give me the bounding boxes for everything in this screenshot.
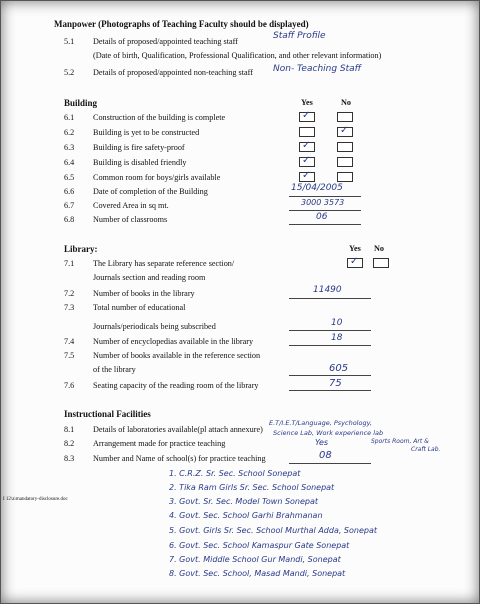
item-label: Arrangement made for practice teaching <box>93 439 226 448</box>
no-checkbox[interactable] <box>337 172 353 182</box>
item-number: 8.1 <box>64 425 75 434</box>
answer-underline <box>289 210 361 211</box>
yes-column-header: Yes <box>349 244 361 253</box>
handwritten-answer: 18 <box>331 333 343 343</box>
school-list-item: 4. Govt. Sec. School Garhi Brahmanan <box>169 511 323 520</box>
item-number: 7.5 <box>64 351 75 360</box>
item-label: Building is disabled friendly <box>93 158 187 167</box>
instructional-heading: Instructional Facilities <box>64 409 151 419</box>
no-checkbox[interactable] <box>373 258 389 268</box>
item-label: Number of encyclopedias available in the library <box>93 337 254 346</box>
item-label: Details of laboratories available(pl attach annexure) <box>93 425 263 434</box>
answer-underline <box>289 345 371 346</box>
item-number: 7.1 <box>64 259 75 268</box>
yes-checkbox[interactable] <box>299 142 315 152</box>
item-label: Total number of educational <box>93 303 186 312</box>
no-column-header: No <box>374 244 385 253</box>
footer-file-path: I 12\a\mandatory-disclosure.doc <box>3 497 68 502</box>
item-number: 5.2 <box>64 68 75 77</box>
item-number: 6.5 <box>64 173 75 182</box>
school-list-item: 5. Govt. Girls Sr. Sec. School Murthal Adda, Sonepat <box>169 526 378 535</box>
answer-underline <box>289 298 371 299</box>
item-number: 8.2 <box>64 439 75 448</box>
manpower-heading: Manpower (Photographs of Teaching Faculty should be displayed) <box>54 19 309 29</box>
item-label: Number and Name of school(s) for practice teaching <box>93 454 266 463</box>
yes-checkbox[interactable] <box>299 172 315 182</box>
school-list-item: 3. Govt. Sr. Sec. Model Town Sonepat <box>169 497 319 506</box>
library-heading: Library: <box>64 244 98 254</box>
item-sublabel: Journals section and reading room <box>93 273 206 282</box>
check-mark-icon: ✓ <box>302 170 311 181</box>
item-number: 7.2 <box>64 289 75 298</box>
check-mark-icon: ✓ <box>302 110 311 121</box>
item-number: 7.3 <box>64 303 75 312</box>
handwritten-answer: 11490 <box>313 285 342 295</box>
no-checkbox[interactable] <box>337 127 353 137</box>
handwritten-answer: 3000 3573 <box>301 198 345 207</box>
answer-underline <box>289 196 361 197</box>
item-sublabel: Journals/periodicals being subscribed <box>93 322 216 331</box>
answer-underline <box>289 375 371 376</box>
school-list-item: 8. Govt. Sec. School, Masad Mandi, Sonepat <box>169 569 346 578</box>
handwritten-answer: 75 <box>329 378 342 389</box>
no-checkbox[interactable] <box>337 142 353 152</box>
yes-column-header: Yes <box>301 98 313 107</box>
answer-underline <box>289 390 371 391</box>
handwritten-answer: Science Lab, Work experience lab <box>273 429 384 437</box>
school-list-item: 7. Govt. Middle School Gur Mandi, Sonepat <box>169 555 341 564</box>
item-label: Building is fire safety-proof <box>93 143 185 152</box>
yes-checkbox[interactable] <box>299 157 315 167</box>
item-label: Covered Area in sq mt. <box>93 201 169 210</box>
no-column-header: No <box>341 98 352 107</box>
check-mark-icon: ✓ <box>302 155 311 166</box>
item-number: 6.8 <box>64 215 75 224</box>
handwritten-answer: 08 <box>319 450 332 461</box>
item-label: Date of completion of the Building <box>93 187 208 196</box>
handwritten-answer: 15/04/2005 <box>291 183 343 193</box>
handwritten-answer: 605 <box>329 363 349 374</box>
building-heading: Building <box>64 98 98 108</box>
item-number: 7.4 <box>64 337 75 346</box>
item-number: 6.7 <box>64 201 75 210</box>
check-mark-icon: ✓ <box>340 125 349 136</box>
item-number: 6.1 <box>64 113 75 122</box>
item-sublabel: of the library <box>93 365 136 374</box>
item-label: Number of books in the library <box>93 289 195 298</box>
answer-underline <box>289 330 371 331</box>
no-checkbox[interactable] <box>337 112 353 122</box>
answer-underline <box>289 463 371 464</box>
handwritten-answer: Sports Room, Art & <box>371 438 429 445</box>
handwritten-answer: 06 <box>316 212 328 222</box>
check-mark-icon: ✓ <box>302 140 311 151</box>
item-number: 6.4 <box>64 158 75 167</box>
handwritten-answer: Staff Profile <box>273 31 326 41</box>
item-label: Details of proposed/appointed teaching staff <box>93 37 238 46</box>
yes-checkbox[interactable] <box>299 127 315 137</box>
yes-checkbox[interactable] <box>347 258 363 268</box>
item-label: Building is yet to be constructed <box>93 128 200 137</box>
handwritten-answer: E.T/I.E.T/Language, Psychology, <box>269 419 373 427</box>
handwritten-answer: Craft Lab. <box>411 446 441 453</box>
item-number: 7.6 <box>64 381 75 390</box>
school-list-item: 6. Govt. Sec. School Kamaspur Gate Sonepat <box>169 541 350 550</box>
item-label: Common room for boys/girls available <box>93 173 221 182</box>
yes-checkbox[interactable] <box>299 112 315 122</box>
answer-underline <box>289 224 361 225</box>
item-number: 6.6 <box>64 187 75 196</box>
item-label: Number of books available in the reference section <box>93 351 261 360</box>
item-label: Construction of the building is complete <box>93 113 226 122</box>
handwritten-answer: Non- Teaching Staff <box>273 64 362 74</box>
school-list-item: 2. Tika Ram Girls Sr. Sec. School Sonepat <box>169 483 335 492</box>
item-label: Number of classrooms <box>93 215 168 224</box>
item-sublabel: (Date of birth, Qualification, Professional Qualification, and other relevant information) <box>93 51 382 60</box>
item-label: Details of proposed/appointed non-teaching staff <box>93 68 253 77</box>
item-number: 5.1 <box>64 37 75 46</box>
handwritten-answer: 10 <box>331 318 343 328</box>
item-label: Seating capacity of the reading room of the library <box>93 381 259 390</box>
school-list-item: 1. C.R.Z. Sr. Sec. School Sonepat <box>169 469 301 478</box>
item-label: The Library has separate reference section/ <box>93 259 235 268</box>
check-mark-icon: ✓ <box>350 256 359 267</box>
handwritten-answer: Yes <box>315 438 329 447</box>
item-number: 6.3 <box>64 143 75 152</box>
item-number: 8.3 <box>64 454 75 463</box>
no-checkbox[interactable] <box>337 157 353 167</box>
item-number: 6.2 <box>64 128 75 137</box>
